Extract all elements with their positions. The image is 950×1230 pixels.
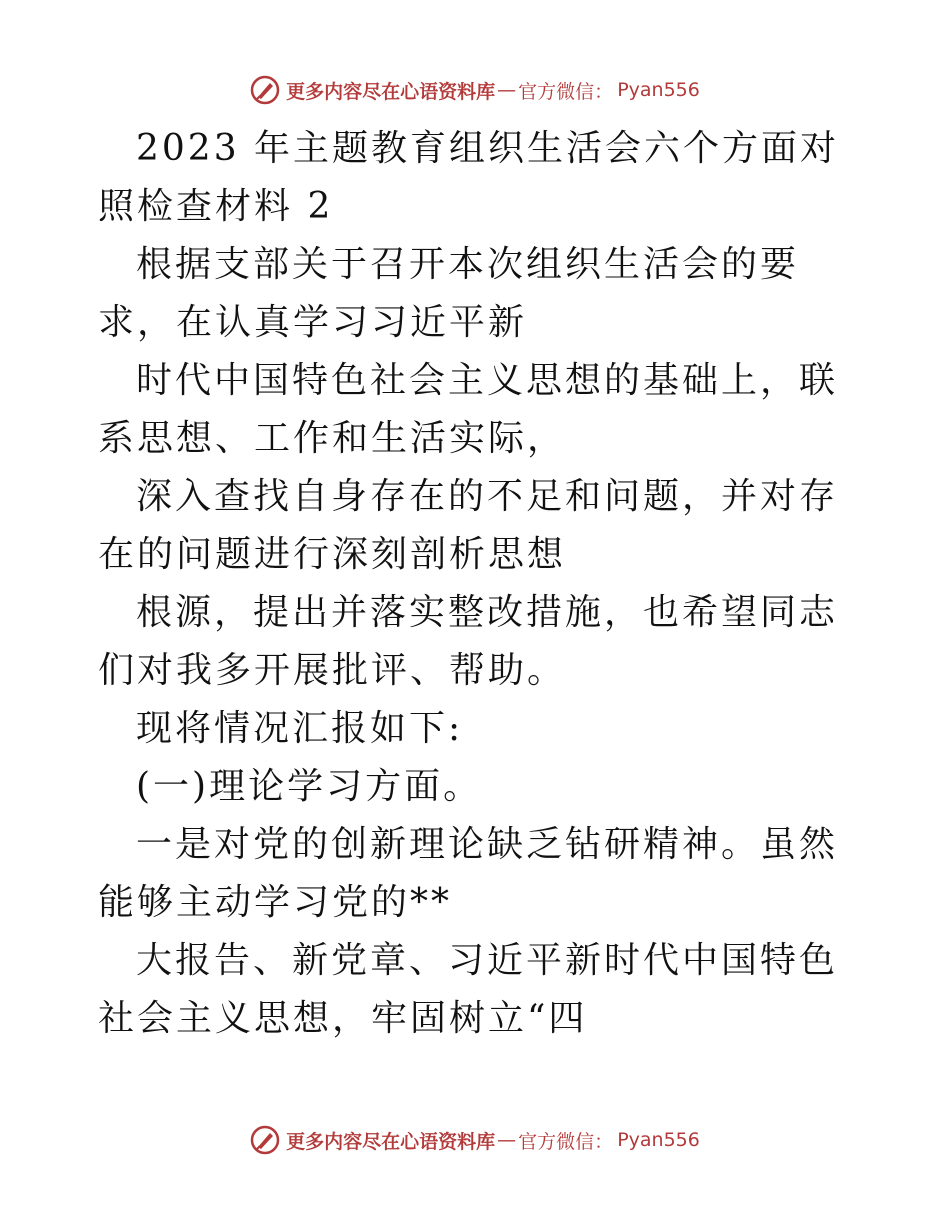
watermark-separator: — <box>497 1129 517 1151</box>
watermark-account: Pyan556 <box>617 1129 700 1151</box>
paragraph-1: 根据支部关于召开本次组织生活会的要求，在认真学习习近平新 <box>98 244 800 343</box>
header-watermark <box>0 70 950 110</box>
quill-logo-icon <box>250 75 280 105</box>
document-body <box>98 120 858 1048</box>
watermark-main-text: 更多内容尽在心语资料库 <box>286 1130 496 1153</box>
paragraph-8: 大报告、新党章、习近平新时代中国特色社会主义思想，牢固树立“四 <box>98 940 839 1039</box>
watermark-separator: — <box>497 79 517 101</box>
quill-logo-icon <box>250 1125 280 1155</box>
document-title: 2023 年主题教育组织生活会六个方面对照检查材料 2 <box>98 128 840 227</box>
footer-watermark <box>0 1120 950 1160</box>
watermark-main-text: 更多内容尽在心语资料库 <box>286 80 496 103</box>
watermark-account: Pyan556 <box>617 79 700 101</box>
watermark-label: 官方微信： <box>518 80 614 103</box>
watermark-label: 官方微信： <box>518 1130 614 1153</box>
paragraph-2: 时代中国特色社会主义思想的基础上，联系思想、工作和生活实际， <box>98 360 839 459</box>
paragraph-5: 现将情况汇报如下: <box>136 708 464 749</box>
paragraph-7: 一是对党的创新理论缺乏钻研精神。虽然能够主动学习党的** <box>98 824 839 923</box>
section-heading: (一)理论学习方面。 <box>136 766 483 807</box>
paragraph-4: 根源，提出并落实整改措施，也希望同志们对我多开展批评、帮助。 <box>98 592 839 691</box>
paragraph-3: 深入查找自身存在的不足和问题，并对存在的问题进行深刻剖析思想 <box>98 476 839 575</box>
